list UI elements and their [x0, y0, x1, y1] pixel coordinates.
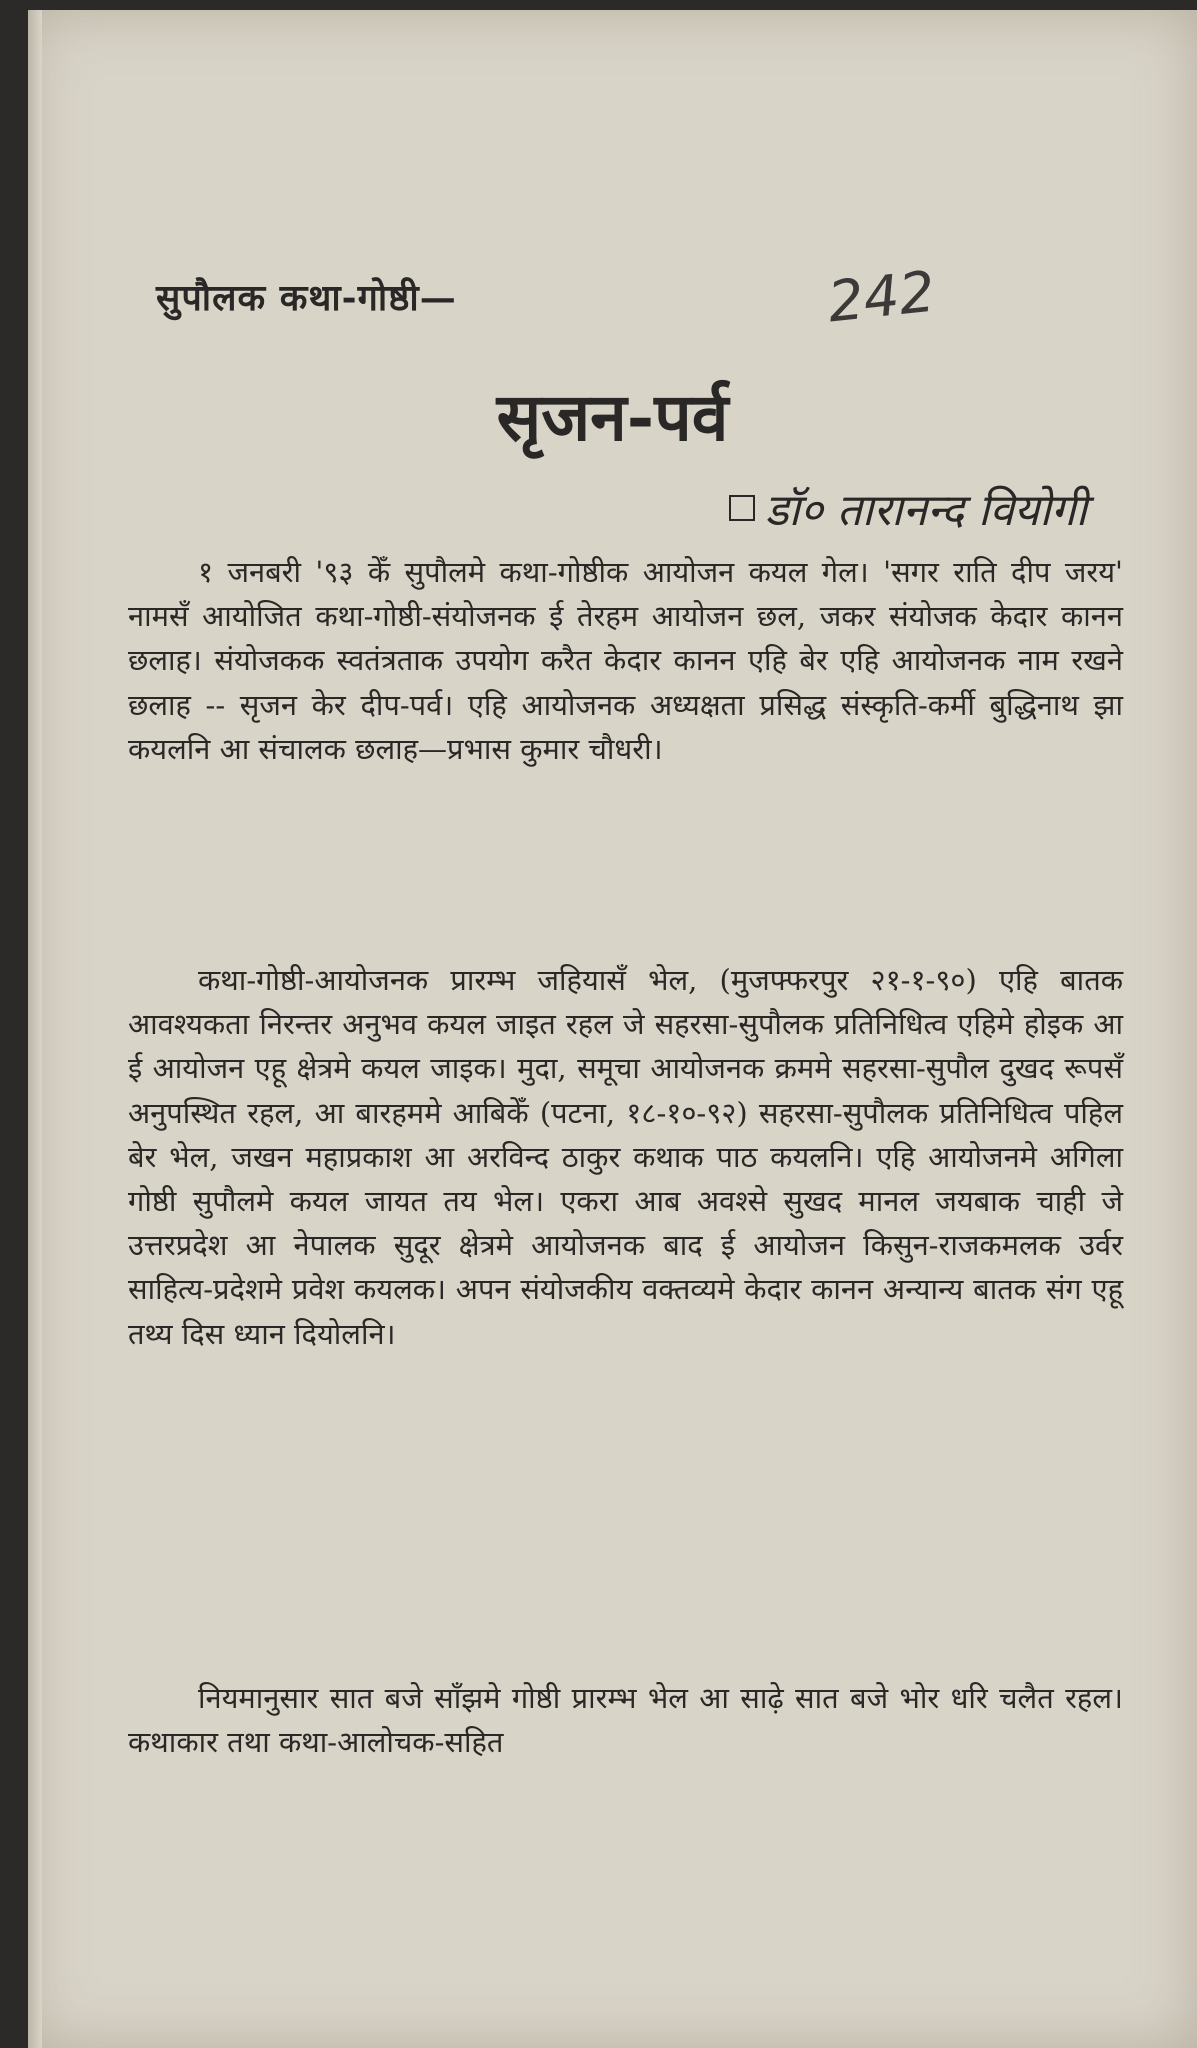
article-title: सृजन-पर्व — [496, 378, 729, 456]
paragraph: १ जनबरी '९३ केँ सुपौलमे कथा-गोष्ठीक आयोजन कयल गेल। 'सगर राति दीप जरय' नामसँ आयोजित कथा-गोष्ठी-संयोजनक ई तेरहम आयोजन छल, जकर संयोजक केदार कानन छलाह। संयोजकक स्वतंत्रताक उपयोग करैत केदार कानन एहि बेर एहि आयोजनक नाम रखने छलाह -- सृजन केर दीप-पर्व। एहि आयोजनक अध्यक्षता प्रसिद्ध संस्कृति-कर्मी बुद्धिनाथ झा कयलनि आ संचालक छलाह—प्रभास कुमार चौधरी। — [128, 555, 1123, 766]
paragraph: कथा-गोष्ठी-आयोजनक प्रारम्भ जहियासँ भेल, (मुजफ्फरपुर २१-१-९०) एहि बातक आवश्यकता निरन्तर अनुभव कयल जाइत रहल जे सहरसा-सुपौलक प्रतिनिधित्व एहिमे होइक आ ई आयोजन एहू क्षेत्रमे कयल जाइक। मुदा, समूचा आयोजनक क्रममे सहरसा-सुपौल दुखद रूपसँ अनुपस्थित रहल, आ बारहममे आबिकेँ (पटना, १८-१०-९२) सहरसा-सुपौलक प्रतिनिधित्व पहिल बेर भेल, जखन महाप्रकाश आ अरविन्द ठाकुर कथाक पाठ कयलनि। एहि आयोजनमे अगिला गोष्ठी सुपौलमे कयल जायत तय भेल। एकरा आब अवश्से सुखद मानल जयबाक चाही जे उत्तरप्रदेश आ नेपालक सुदूर क्षेत्रमे आयोजनक बाद ई आयोजन किसुन-राजकमलक उर्वर साहित्य-प्रदेशमे प्रवेश कयलक। अपन संयोजकीय वक्तव्यमे केदार कानन अन्यान्य बातक संग एहू तथ्य दिस ध्यान दियोलनि। — [128, 963, 1123, 1351]
handwritten-page-number: 242 — [824, 259, 938, 336]
document-page — [28, 10, 1197, 2048]
paragraph: नियमानुसार सात बजे साँझमे गोष्ठी प्रारम्भ भेल आ साढ़े सात बजे भोर धरि चलैत रहल। कथाकार तथा कथा-आलोचक-सहित — [128, 1681, 1123, 1760]
article-body — [128, 550, 1123, 1774]
square-bullet-icon — [729, 495, 755, 521]
author-name: डॉ० तारानन्द वियोगी — [765, 485, 1087, 536]
author-line — [729, 478, 1087, 538]
series-heading: सुपौलक कथा-गोष्ठी— — [156, 277, 457, 319]
